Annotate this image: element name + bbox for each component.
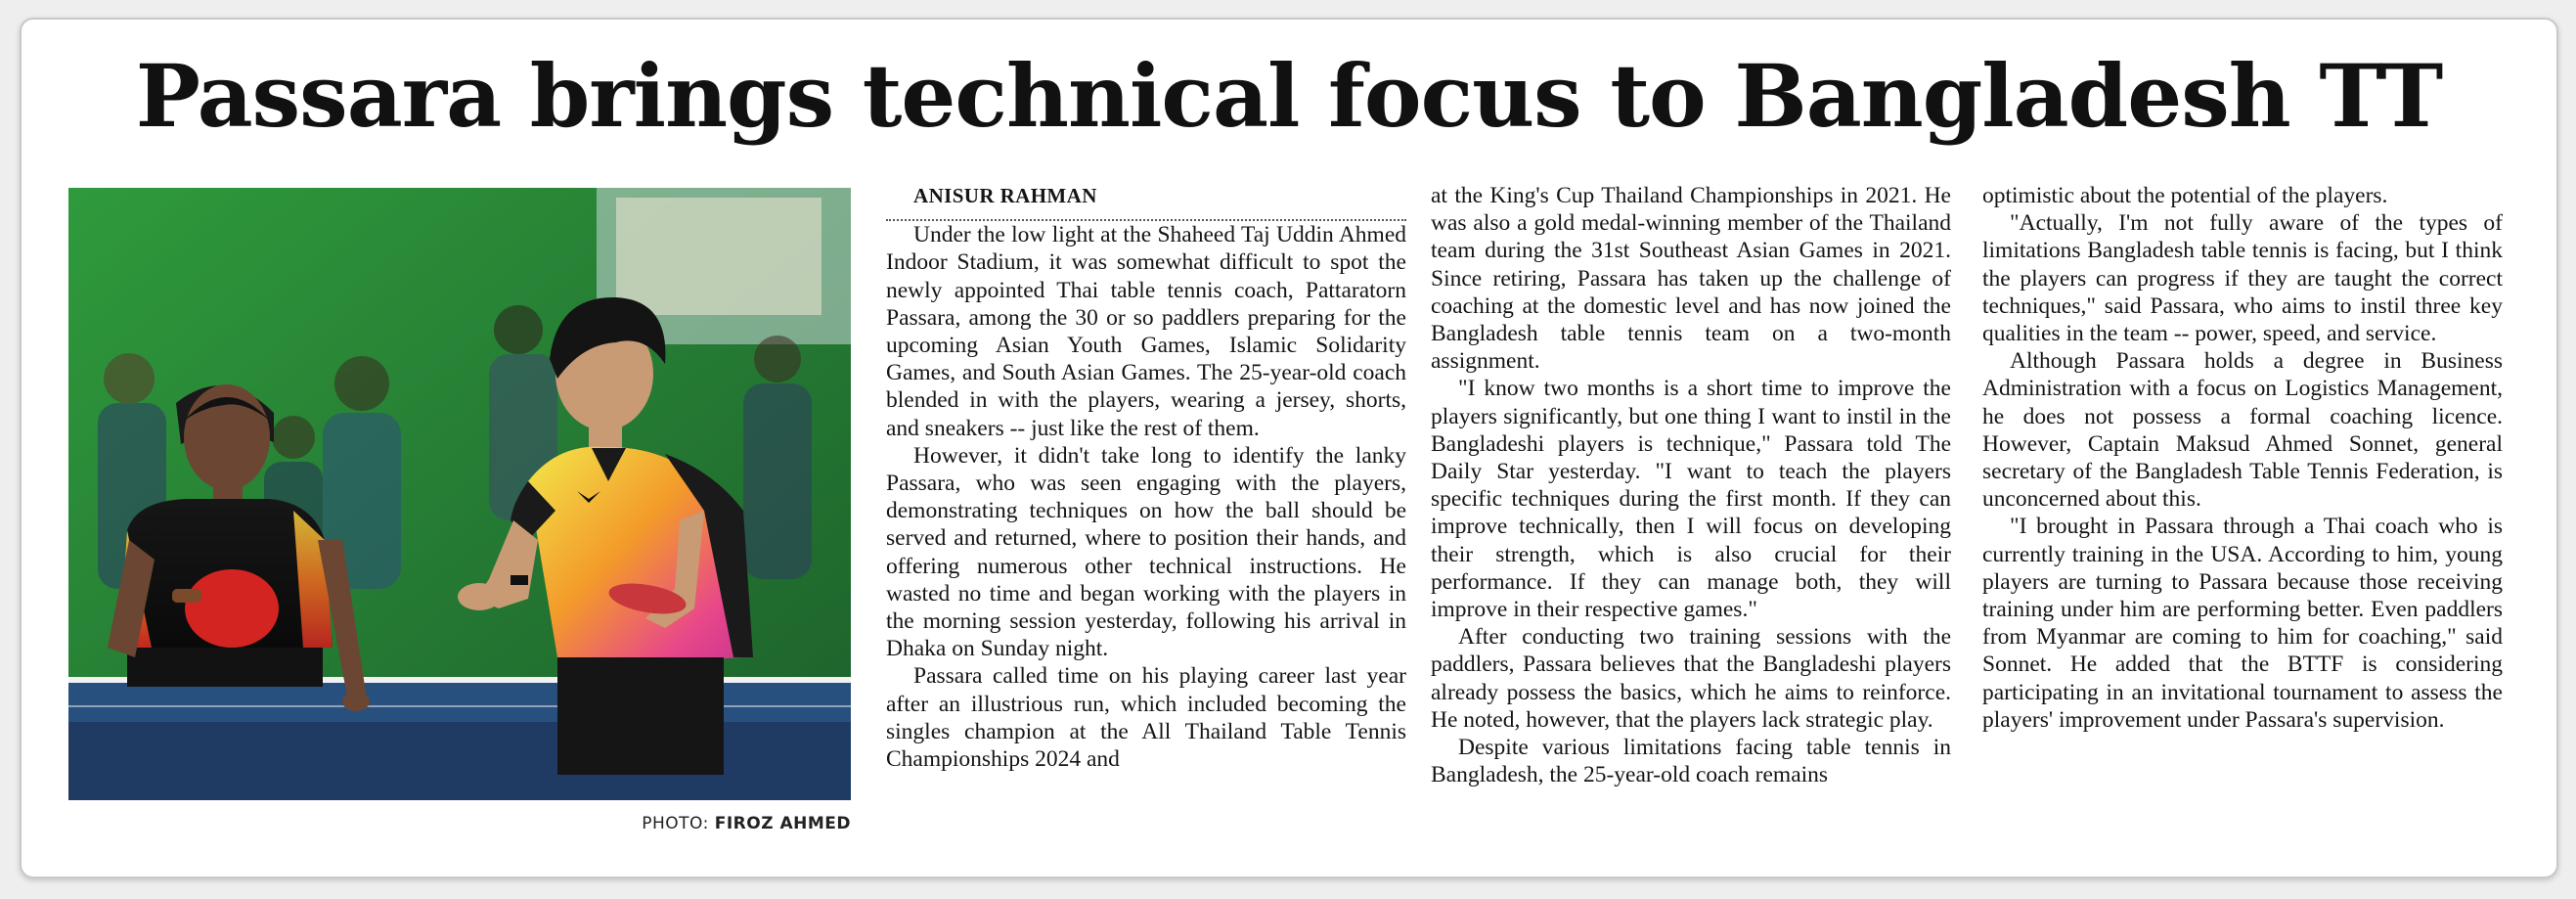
article-paragraph: Although Passara holds a degree in Business Administration with a focus on Logistics Management, he does not possess a formal coaching licence. However, Captain Maksud Ahmed Sonnet, general secretary of the Bangladesh Table Tennis Federation, is unconcerned about this. [1982, 348, 2503, 513]
article-paragraph: Under the low light at the Shaheed Taj Uddin Ahmed Indoor Stadium, it was somewhat difficult to spot the newly appointed Thai table tennis coach, Pattaratorn Passara, among the 30 or so paddlers preparing for the upcoming Asian Youth Games, Islamic Solidarity Games, and South Asian Games. The 25-year-old coach blended in with the players, wearing a jersey, shorts, and sneakers -- just like the rest of them. [886, 222, 1406, 441]
article-paragraph: at the King's Cup Thailand Championships in 2021. He was also a gold medal-winning member of the Thailand team during the 31st Southeast Asian Games in 2021. Since retiring, Passara has taken up the challenge of coaching at the domestic level and has now joined the Bangladesh table tennis team on a two-month assignment. [1431, 183, 1951, 375]
article-paragraph: However, it didn't take long to identify the lanky Passara, who was seen engaging with the players, demonstrating techniques on how the ball should be served and returned, where to position their hands, and offering numerous other technical instructions. He wasted no time and began working with the players in the morning session yesterday, following his arrival in Dhaka on Sunday night. [886, 442, 1406, 662]
article-paragraph: After conducting two training sessions with the paddlers, Passara believes that the Bangladeshi players already possess the basics, which he aims to reinforce. He noted, however, that the players lack strategic play. [1431, 624, 1951, 733]
article-photo [68, 188, 851, 800]
photo-credit [68, 814, 851, 833]
article-column-1 [886, 182, 1406, 773]
article-paragraph: optimistic about the potential of the players. [1982, 183, 2388, 208]
article-paragraph: "I brought in Passara through a Thai coach who is currently training in the USA. According to him, young players are turning to Passara because those receiving training under him are performing better. Even paddlers from Myanmar are coming to him for coaching," said Sonnet. He added that the BTTF is considering participating in an invitational tournament to assess the players' improvement under Passara's supervision. [1982, 514, 2503, 733]
headline: Passara brings technical focus to Bangladesh TT [135, 45, 2443, 147]
photographer-name: FIROZ AHMED [714, 814, 851, 833]
byline: ANISUR RAHMAN [886, 182, 1406, 221]
article-paragraph: Despite various limitations facing table tennis in Bangladesh, the 25-year-old coach remains [1431, 735, 1951, 788]
newspaper-clipping [20, 18, 2558, 878]
article-column-2 [1431, 182, 1951, 788]
article-paragraph: Passara called time on his playing career last year after an illustrious run, which included becoming the singles champion at the All Thailand Table Tennis Championships 2024 and [886, 663, 1406, 773]
photo-credit-label: PHOTO: [642, 814, 709, 833]
article-paragraph: "Actually, I'm not fully aware of the types of limitations Bangladesh table tennis is facing, but I think the players can progress if they are taught the correct techniques," said Passara, who aims to instil three key qualities in the team -- power, speed, and service. [1982, 210, 2503, 347]
article-column-3 [1982, 182, 2503, 734]
photo-illustration [68, 188, 851, 800]
article-paragraph: "I know two months is a short time to improve the players significantly, but one thing I want to instil in the Bangladeshi players is technique," Passara told The Daily Star yesterday. "I want to teach the players specific techniques during the first month. If they can improve technically, then I will focus on developing their strength, which is also crucial for their performance. If they can manage both, they will improve in their respective games." [1431, 376, 1951, 623]
